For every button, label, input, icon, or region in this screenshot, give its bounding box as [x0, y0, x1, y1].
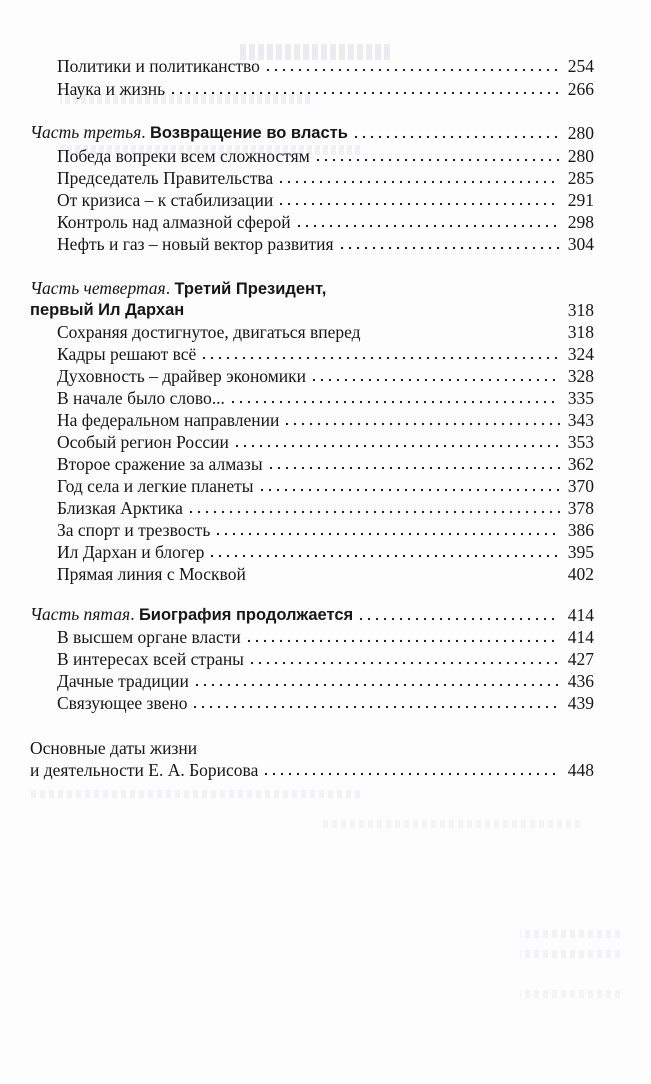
toc-entry: [57, 321, 594, 343]
leader-dots: [258, 488, 560, 492]
toc-entry-title: Второе сражение за алмазы: [57, 454, 263, 474]
toc-entry-title: Дачные традиции: [57, 671, 189, 691]
toc-appendix: [30, 759, 594, 781]
toc-entry-page: 280: [567, 146, 594, 166]
toc-entry-page: 324: [567, 344, 594, 364]
toc-entry-page: 343: [567, 410, 594, 430]
toc-entry-title: В высшем органе власти: [57, 627, 241, 647]
toc-entry-title: На федеральном направлении: [57, 410, 280, 430]
toc-entry-title: Контроль над алмазной сферой: [57, 212, 291, 232]
toc-entry-title: Нефть и газ – новый вектор развития: [57, 234, 334, 254]
leader-dots: [169, 91, 560, 95]
part-label: Часть четвертая: [30, 278, 166, 298]
toc-part-heading: Часть третья. Возвращение во власть 280: [30, 122, 594, 143]
leader-dots: [208, 554, 560, 558]
toc-entry-page: 439: [567, 693, 594, 713]
toc-entry: [57, 78, 594, 100]
leader-dots: [229, 400, 560, 404]
leader-dots: [200, 356, 560, 360]
toc-entry-title: От кризиса – к стабилизации: [57, 190, 274, 210]
toc-entry-title: Председатель Правительства: [57, 168, 274, 188]
toc-entry-page: 386: [567, 520, 594, 540]
toc-entry-page: 280: [567, 123, 594, 143]
part-label: Часть третья: [30, 122, 142, 142]
leader-dots: [193, 683, 560, 687]
leader-dots: [245, 639, 560, 643]
toc-entry-title: Духовность – драйвер экономики: [57, 366, 307, 386]
toc-entry-title: В интересах всей страны: [57, 649, 244, 669]
toc-entry-page: 427: [567, 649, 594, 669]
toc-entry-title: Ил Дархан и блогер: [57, 542, 205, 562]
toc-entry-page: 266: [567, 79, 594, 99]
toc-entry: [57, 563, 594, 585]
toc-entry-page: 335: [567, 388, 594, 408]
toc-entry: [57, 409, 594, 431]
toc-entry-title: Особый регион России: [57, 432, 229, 452]
toc-entry-page: 254: [567, 56, 594, 76]
toc-entry-page: 285: [567, 168, 594, 188]
toc-entry: [57, 167, 594, 189]
leader-dots: [310, 378, 560, 382]
toc-entry: [57, 387, 594, 409]
toc-entry-title: Победа вопреки всем сложностям: [57, 146, 310, 166]
toc-entry-title: Близкая Арктика: [57, 498, 183, 518]
toc-entry-title: Кадры решают всё: [57, 344, 197, 364]
toc-entry-page: 414: [567, 627, 594, 647]
toc-entry-page: 328: [567, 366, 594, 386]
toc-entry-page: 291: [567, 190, 594, 210]
toc-appendix-line1: Основные даты жизни: [30, 738, 198, 758]
toc-entry: [57, 189, 594, 211]
leader-dots: [352, 135, 560, 139]
toc-entry: [57, 365, 594, 387]
toc-entry: [57, 497, 594, 519]
toc-entry-page: 298: [567, 212, 594, 232]
toc-entry: [57, 233, 594, 255]
part-label: Часть пятая: [30, 604, 131, 624]
toc-entry: [57, 55, 594, 77]
toc-entry-title: Сохраняя достигнутое, двигаться вперед: [57, 322, 361, 342]
toc-entry-page: 318: [567, 322, 594, 342]
toc-appendix-title: и деятельности Е. А. Борисова: [30, 760, 259, 780]
toc-entry: [57, 670, 594, 692]
toc-entry-page: 395: [567, 542, 594, 562]
part-title: Биография продолжается: [138, 606, 354, 624]
toc-entry: [57, 692, 594, 714]
toc-entry-title: За спорт и трезвость: [57, 520, 211, 540]
leader-dots: [277, 202, 560, 206]
leader-dots: [357, 617, 560, 621]
toc-entry-page: 353: [567, 432, 594, 452]
toc-part-heading: Часть пятая. Биография продолжается 414: [30, 604, 594, 625]
leader-dots: [248, 661, 560, 665]
toc-entry: [57, 343, 594, 365]
leader-dots: [338, 246, 560, 250]
leader-dots: [191, 705, 560, 709]
toc-entry-title: Политики и политиканство: [57, 56, 260, 76]
toc-entry-page: 414: [567, 605, 594, 625]
toc-entry-page: 402: [567, 564, 594, 584]
leader-dots: [264, 68, 560, 72]
toc-entry: [57, 541, 594, 563]
leader-dots: [283, 422, 560, 426]
leader-dots: [295, 224, 560, 228]
toc-entry: [57, 626, 594, 648]
leader-dots: [214, 532, 560, 536]
toc-entry: [57, 145, 594, 167]
toc-entry-page: 362: [567, 454, 594, 474]
toc-entry-title: Связующее звено: [57, 693, 188, 713]
toc-entry-page: 370: [567, 476, 594, 496]
toc-entry-page: 318: [567, 300, 594, 320]
toc-entry: [57, 648, 594, 670]
toc-entry-page: 448: [567, 760, 594, 780]
toc-entry-title: Год села и легкие планеты: [57, 476, 254, 496]
toc-part-heading-line1: Часть четвертая. Третий Президент,: [30, 278, 327, 298]
part-title-line1: Третий Президент,: [174, 280, 327, 298]
toc-entry-title: В начале было слово...: [57, 388, 225, 408]
toc-entry-title: Прямая линия с Москвой: [57, 564, 246, 584]
leader-dots: [277, 180, 560, 184]
toc-entry-title: Наука и жизнь: [57, 79, 166, 99]
leader-dots: [314, 158, 560, 162]
toc-entry: [57, 475, 594, 497]
leader-dots: [233, 444, 560, 448]
toc-entry: [57, 453, 594, 475]
toc-entry: [57, 519, 594, 541]
toc-entry-page: 436: [567, 671, 594, 691]
leader-dots: [267, 466, 560, 470]
toc-entry: [57, 431, 594, 453]
toc-entry-page: 304: [567, 234, 594, 254]
toc-part-heading-line2: [30, 299, 594, 321]
toc-entry: [57, 211, 594, 233]
part-title: Возвращение во власть: [149, 124, 348, 142]
leader-dots: [187, 510, 560, 514]
leader-dots: [262, 772, 560, 776]
toc-entry-page: 378: [567, 498, 594, 518]
part-title-line2: первый Ил Дархан: [30, 301, 185, 319]
